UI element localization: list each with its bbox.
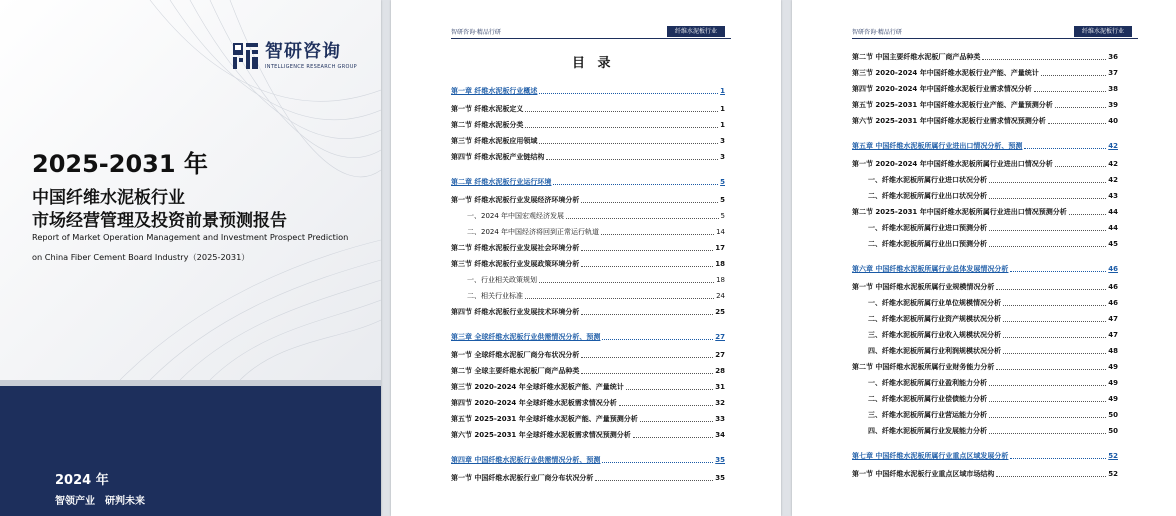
toc-entry-title: 第三节 2020-2024 年全球纤维水泥板产能、产量统计 <box>451 383 624 391</box>
toc-section-entry[interactable] <box>868 395 1118 404</box>
toc-entry-title: 三、纤维水泥板所属行业营运能力分析 <box>868 411 987 419</box>
toc-dot-leader <box>602 339 713 340</box>
logo-english-name: INTELLIGENCE RESEARCH GROUP <box>265 64 357 70</box>
toc-dot-leader <box>982 59 1106 60</box>
toc-entry-title: 四、纤维水泥板所属行业发展能力分析 <box>868 427 987 435</box>
toc-page-number: 17 <box>715 244 725 252</box>
toc-chapter-entry[interactable] <box>451 456 725 465</box>
toc-page-number: 40 <box>1108 117 1118 125</box>
toc-section-entry[interactable] <box>467 292 725 301</box>
toc-dot-leader <box>989 198 1106 199</box>
toc-entry-title: 第一节 中国纤维水泥板行业厂商分布状况分析 <box>451 474 594 482</box>
toc-page-number: 27 <box>715 333 725 341</box>
toc-page-number: 38 <box>1108 85 1118 93</box>
toc-page-number: 35 <box>715 474 725 482</box>
company-logo <box>232 42 357 70</box>
toc-page-number: 42 <box>1108 142 1118 150</box>
toc-page-number: 46 <box>1108 265 1118 273</box>
toc-page-number: 33 <box>715 415 725 423</box>
toc-chapter-entry[interactable] <box>451 87 725 96</box>
toc-section-entry[interactable] <box>868 224 1118 233</box>
toc-section-entry[interactable] <box>451 383 725 392</box>
toc-entry-title: 第四节 纤维水泥板产业链结构 <box>451 153 545 161</box>
toc-page-number: 3 <box>720 137 725 145</box>
toc-entry-list <box>792 0 1176 516</box>
cover-english-title-line2: on China Fiber Cement Board Industry（2025-2031） <box>32 252 250 262</box>
toc-entry-title: 第六章 中国纤维水泥板所属行业总体发展情况分析 <box>852 265 1009 273</box>
toc-dot-leader <box>595 480 713 481</box>
toc-page-number: 18 <box>715 260 725 268</box>
toc-dot-leader <box>1034 91 1107 92</box>
toc-page-number: 49 <box>1108 395 1118 403</box>
toc-section-entry[interactable] <box>467 228 725 237</box>
toc-dot-leader <box>1003 353 1106 354</box>
toc-entry-title: 第二节 2025-2031 年中国纤维水泥板所属行业进出口情况预测分析 <box>852 208 1067 216</box>
toc-page-number: 47 <box>1108 331 1118 339</box>
toc-entry-title: 第六节 2025-2031 年中国纤维水泥板行业需求情况预测分析 <box>852 117 1046 125</box>
toc-dot-leader <box>1055 107 1107 108</box>
cover-year-range: 2025-2031 年 <box>32 150 208 178</box>
toc-title: 目 录 <box>572 56 615 71</box>
toc-page-number: 52 <box>1108 452 1118 460</box>
toc-section-entry[interactable] <box>852 53 1118 62</box>
toc-section-entry[interactable] <box>852 283 1118 292</box>
logo-mark-icon <box>232 42 260 70</box>
toc-section-entry[interactable] <box>451 399 725 408</box>
toc-entry-title: 第一节 纤维水泥板定义 <box>451 105 524 113</box>
toc-dot-leader <box>539 93 718 94</box>
toc-section-entry[interactable] <box>868 240 1118 249</box>
toc-page-number: 44 <box>1108 224 1118 232</box>
toc-dot-leader <box>581 250 713 251</box>
page-header-tag: 纤维水泥板行业 <box>667 26 725 37</box>
toc-entry-title: 第五节 2025-2031 年中国纤维水泥板行业产能、产量预测分析 <box>852 101 1053 109</box>
toc-entry-title: 第一节 全球纤维水泥板厂商分布状况分析 <box>451 351 580 359</box>
toc-chapter-entry[interactable] <box>852 265 1118 274</box>
toc-chapter-entry[interactable] <box>852 452 1118 461</box>
toc-entry-title: 第二节 纤维水泥板行业发展社会环境分析 <box>451 244 580 252</box>
toc-entry-title: 一、行业相关政策规划 <box>467 276 537 284</box>
page-header-left: 智研咨询·精品行研 <box>852 29 902 36</box>
toc-entry-title: 三、纤维水泥板所属行业收入规模状况分析 <box>868 331 1001 339</box>
toc-dot-leader <box>581 373 713 374</box>
toc-dot-leader <box>525 298 714 299</box>
cover-date: 2024 年 <box>55 473 109 488</box>
toc-dot-leader <box>539 143 718 144</box>
cover-title-line1: 中国纤维水泥板行业 <box>32 188 185 208</box>
toc-dot-leader <box>1003 305 1106 306</box>
toc-section-entry[interactable] <box>451 415 725 424</box>
toc-page-number: 44 <box>1108 208 1118 216</box>
toc-section-entry[interactable] <box>852 85 1118 94</box>
toc-section-entry[interactable] <box>868 347 1118 356</box>
toc-dot-leader <box>566 218 718 219</box>
toc-page-number: 37 <box>1108 69 1118 77</box>
toc-chapter-entry[interactable] <box>451 333 725 342</box>
toc-dot-leader <box>581 202 718 203</box>
toc-entry-title: 第四章 中国纤维水泥板行业供需情况分析、预测 <box>451 456 601 464</box>
toc-section-entry[interactable] <box>868 411 1118 420</box>
toc-dot-leader <box>602 462 713 463</box>
toc-dot-leader <box>1003 321 1106 322</box>
toc-entry-title: 二、纤维水泥板所属行业出口预测分析 <box>868 240 987 248</box>
toc-section-entry[interactable] <box>451 351 725 360</box>
toc-entry-title: 第七章 中国纤维水泥板所属行业重点区域发展分析 <box>852 452 1009 460</box>
toc-page-number: 3 <box>720 153 725 161</box>
cover-english-title-line1: Report of Market Operation Management and Investment Prospect Prediction <box>32 232 349 242</box>
toc-section-entry[interactable] <box>451 196 725 205</box>
logo-chinese-name: 智研咨询 <box>265 41 341 62</box>
toc-section-entry[interactable] <box>868 299 1118 308</box>
toc-dot-leader <box>989 230 1106 231</box>
toc-page-number: 32 <box>715 399 725 407</box>
toc-page-number: 50 <box>1108 427 1118 435</box>
toc-dot-leader <box>581 266 713 267</box>
toc-page-number: 39 <box>1108 101 1118 109</box>
toc-page-number: 42 <box>1108 160 1118 168</box>
toc-dot-leader <box>525 127 718 128</box>
cover-title-line2: 市场经营管理及投资前景预测报告 <box>32 211 287 231</box>
toc-entry-title: 四、纤维水泥板所属行业利润规模状况分析 <box>868 347 1001 355</box>
toc-chapter-entry[interactable] <box>852 142 1118 151</box>
toc-entry-title: 一、纤维水泥板所属行业进口预测分析 <box>868 224 987 232</box>
toc-entry-title: 第一节 中国纤维水泥板行业重点区域市场结构 <box>852 470 995 478</box>
toc-entry-title: 二、纤维水泥板所属行业偿债能力分析 <box>868 395 987 403</box>
page-header-tag: 纤维水泥板行业 <box>1074 26 1132 37</box>
toc-entry-title: 一、2024 年中国宏观经济发展 <box>467 212 565 220</box>
toc-entry-title: 第一节 中国纤维水泥板所属行业规模情况分析 <box>852 283 995 291</box>
toc-page-number: 46 <box>1108 299 1118 307</box>
toc-section-entry[interactable] <box>852 101 1118 110</box>
toc-page-number: 43 <box>1108 192 1118 200</box>
toc-entry-title: 第四节 2020-2024 年全球纤维水泥板需求情况分析 <box>451 399 617 407</box>
toc-section-entry[interactable] <box>852 470 1118 479</box>
toc-page-number: 5 <box>720 178 725 186</box>
toc-dot-leader <box>581 357 713 358</box>
toc-section-entry[interactable] <box>852 69 1118 78</box>
toc-entry-title: 第六节 2025-2031 年全球纤维水泥板需求情况预测分析 <box>451 431 631 439</box>
toc-dot-leader <box>525 111 718 112</box>
toc-chapter-entry[interactable] <box>451 178 725 187</box>
toc-section-entry[interactable] <box>451 367 725 376</box>
toc-dot-leader <box>1024 148 1106 149</box>
toc-page-number: 49 <box>1108 379 1118 387</box>
toc-page-1 <box>391 0 781 516</box>
toc-entry-title: 二、纤维水泥板所属行业资产规模状况分析 <box>868 315 1001 323</box>
toc-section-entry[interactable] <box>451 308 725 317</box>
toc-dot-leader <box>1055 166 1107 167</box>
toc-section-entry[interactable] <box>451 121 725 130</box>
toc-page-number: 1 <box>720 87 725 95</box>
toc-page-number: 36 <box>1108 53 1118 61</box>
toc-dot-leader <box>996 369 1106 370</box>
toc-page-number: 50 <box>1108 411 1118 419</box>
toc-section-entry[interactable] <box>451 431 725 440</box>
toc-page-number: 1 <box>720 105 725 113</box>
toc-page-number: 35 <box>715 456 725 464</box>
toc-dot-leader <box>619 405 714 406</box>
toc-dot-leader <box>989 385 1106 386</box>
toc-section-entry[interactable] <box>451 105 725 114</box>
toc-page-number: 48 <box>1108 347 1118 355</box>
toc-page-number: 5 <box>720 212 725 220</box>
toc-dot-leader <box>553 184 718 185</box>
toc-dot-leader <box>1003 337 1106 338</box>
toc-page-number: 31 <box>715 383 725 391</box>
toc-page-number: 28 <box>715 367 725 375</box>
toc-entry-title: 第一节 2020-2024 年中国纤维水泥板所属行业进出口情况分析 <box>852 160 1053 168</box>
toc-dot-leader <box>640 421 714 422</box>
toc-section-entry[interactable] <box>868 192 1118 201</box>
toc-section-entry[interactable] <box>868 427 1118 436</box>
toc-dot-leader <box>1010 271 1106 272</box>
report-cover-page <box>0 0 381 516</box>
toc-section-entry[interactable] <box>451 260 725 269</box>
toc-dot-leader <box>989 417 1106 418</box>
toc-dot-leader <box>539 282 714 283</box>
toc-dot-leader <box>996 476 1106 477</box>
toc-dot-leader <box>633 437 714 438</box>
toc-section-entry[interactable] <box>868 379 1118 388</box>
toc-section-entry[interactable] <box>852 363 1118 372</box>
toc-entry-title: 二、纤维水泥板所属行业出口状况分析 <box>868 192 987 200</box>
toc-entry-title: 第二节 纤维水泥板分类 <box>451 121 524 129</box>
toc-page-number: 42 <box>1108 176 1118 184</box>
page-header-left: 智研咨询·精品行研 <box>451 29 501 36</box>
toc-dot-leader <box>626 389 714 390</box>
toc-entry-title: 二、2024 年中国经济将回到正常运行轨道 <box>467 228 600 236</box>
toc-dot-leader <box>1041 75 1107 76</box>
toc-entry-title: 第一节 纤维水泥板行业发展经济环境分析 <box>451 196 580 204</box>
toc-page-2 <box>792 0 1176 516</box>
toc-entry-title: 第五节 2025-2031 年全球纤维水泥板产能、产量预测分析 <box>451 415 638 423</box>
toc-dot-leader <box>581 314 713 315</box>
toc-section-entry[interactable] <box>852 160 1118 169</box>
toc-section-entry[interactable] <box>852 117 1118 126</box>
toc-dot-leader <box>989 433 1106 434</box>
toc-dot-leader <box>989 401 1106 402</box>
toc-entry-title: 一、纤维水泥板所属行业进口状况分析 <box>868 176 987 184</box>
toc-entry-title: 第三章 全球纤维水泥板行业供需情况分析、预测 <box>451 333 601 341</box>
toc-entry-title: 第三节 纤维水泥板行业发展政策环境分析 <box>451 260 580 268</box>
toc-entry-title: 第四节 2020-2024 年中国纤维水泥板行业需求情况分析 <box>852 85 1032 93</box>
toc-dot-leader <box>1010 458 1106 459</box>
toc-entry-title: 第五章 中国纤维水泥板所属行业进出口情况分析、预测 <box>852 142 1023 150</box>
toc-entry-title: 第四节 纤维水泥板行业发展技术环境分析 <box>451 308 580 316</box>
toc-entry-title: 第二节 全球主要纤维水泥板厂商产品种类 <box>451 367 580 375</box>
toc-dot-leader <box>1069 214 1107 215</box>
toc-section-entry[interactable] <box>868 176 1118 185</box>
toc-page-number: 52 <box>1108 470 1118 478</box>
toc-page-number: 45 <box>1108 240 1118 248</box>
toc-page-number: 18 <box>716 276 725 284</box>
toc-section-entry[interactable] <box>467 212 725 221</box>
toc-page-number: 47 <box>1108 315 1118 323</box>
toc-page-number: 34 <box>715 431 725 439</box>
toc-entry-title: 第三节 2020-2024 年中国纤维水泥板行业产能、产量统计 <box>852 69 1039 77</box>
toc-section-entry[interactable] <box>467 276 725 285</box>
toc-entry-title: 第二节 中国纤维水泥板所属行业财务能力分析 <box>852 363 995 371</box>
toc-entry-title: 第二节 中国主要纤维水泥板厂商产品种类 <box>852 53 981 61</box>
toc-section-entry[interactable] <box>451 153 725 162</box>
toc-dot-leader <box>601 234 714 235</box>
toc-entry-title: 一、纤维水泥板所属行业单位规模情况分析 <box>868 299 1001 307</box>
toc-page-number: 24 <box>716 292 725 300</box>
toc-section-entry[interactable] <box>868 331 1118 340</box>
cover-slogan: 智领产业 研判未来 <box>55 496 145 507</box>
toc-page-number: 25 <box>715 308 725 316</box>
toc-page-number: 5 <box>720 196 725 204</box>
toc-section-entry[interactable] <box>451 244 725 253</box>
toc-dot-leader <box>546 159 718 160</box>
toc-entry-title: 第一章 纤维水泥板行业概述 <box>451 87 538 95</box>
toc-dot-leader <box>1048 123 1107 124</box>
toc-section-entry[interactable] <box>451 474 725 483</box>
toc-section-entry[interactable] <box>852 208 1118 217</box>
toc-dot-leader <box>989 246 1106 247</box>
toc-entry-title: 一、纤维水泥板所属行业盈利能力分析 <box>868 379 987 387</box>
toc-entry-title: 二、相关行业标准 <box>467 292 523 300</box>
toc-entry-list <box>391 0 781 516</box>
toc-section-entry[interactable] <box>868 315 1118 324</box>
toc-page-number: 46 <box>1108 283 1118 291</box>
toc-entry-title: 第三节 纤维水泥板应用领域 <box>451 137 538 145</box>
toc-section-entry[interactable] <box>451 137 725 146</box>
toc-entry-title: 第二章 纤维水泥板行业运行环境 <box>451 178 552 186</box>
toc-dot-leader <box>989 182 1106 183</box>
toc-page-number: 14 <box>716 228 725 236</box>
toc-page-number: 49 <box>1108 363 1118 371</box>
toc-dot-leader <box>996 289 1106 290</box>
toc-page-number: 27 <box>715 351 725 359</box>
toc-page-number: 1 <box>720 121 725 129</box>
